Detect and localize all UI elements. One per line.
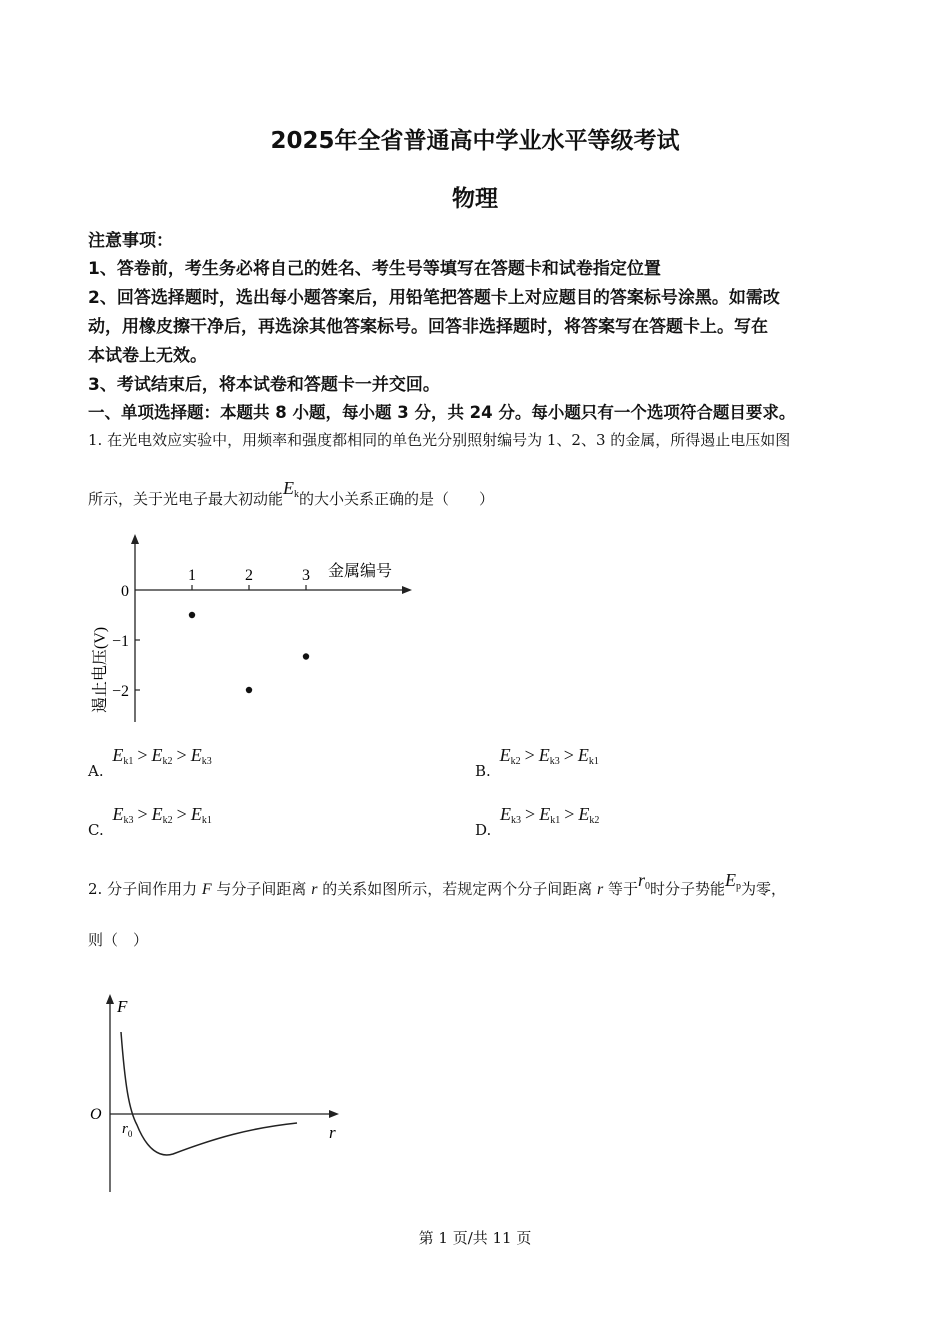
q1-line-1: 1. 在光电效应实验中，用频率和强度都相同的单色光分别照射编号为 1、2、3 的金属，所得遏止电压如图 — [88, 431, 791, 449]
energy-term: $E_{k2}$ — [151, 804, 173, 826]
f-axis-label: F — [117, 997, 128, 1016]
q2-r0-symbol: $r_0$ — [637, 870, 650, 892]
option-d-expression — [500, 804, 599, 824]
energy-term: $E_{k2}$ — [578, 804, 600, 826]
notice-item-2-line-2: 动，用橡皮擦干净后，再选涂其他答案标号。回答非选择题时，将答案写在答题卡上。写在 — [88, 317, 768, 337]
y-tick-label: 0 — [121, 583, 129, 600]
energy-term: $E_{k1}$ — [539, 804, 561, 826]
notice-heading: 注意事项： — [88, 231, 173, 251]
greater-than-sign: > — [525, 804, 536, 824]
section-1-heading: 一、单项选择题：本题共 8 小题，每小题 3 分，共 24 分。每小题只有一个选项符合题目要求。 — [88, 403, 796, 422]
q1-option-a[interactable] — [88, 745, 212, 780]
data-point — [189, 612, 195, 618]
q2-line-1: 2. 分子间作用力 F 与分子间距离 r 的关系如图所示，若规定两个分子间距离 r 等于$r_0$时分子势能$E_p$为零， — [88, 870, 787, 898]
r-axis-label: r — [329, 1123, 336, 1142]
energy-term: $E_{k3}$ — [190, 745, 212, 767]
option-a-expression — [112, 745, 211, 765]
energy-term: $E_{k1}$ — [112, 745, 134, 767]
y-axis-label: 遏止电压(V) — [92, 626, 109, 714]
greater-than-sign: > — [137, 804, 148, 824]
data-point — [246, 687, 252, 693]
greater-than-sign: > — [524, 745, 535, 765]
notice-item-1: 1、答卷前，考生务必将自己的姓名、考生号等填写在答题卡和试卷指定位置 — [88, 259, 661, 279]
f-axis-arrow — [106, 994, 114, 1004]
page-footer: 第 1 页/共 11 页 — [418, 1229, 532, 1247]
notice-item-3: 3、考试结束后，将本试卷和答题卡一并交回。 — [88, 375, 440, 395]
option-b-letter: B. — [475, 762, 491, 780]
energy-term: $E_{k2}$ — [151, 745, 173, 767]
option-b-expression — [500, 745, 599, 765]
x-axis-label: 金属编号 — [328, 563, 393, 580]
force-curve — [121, 1032, 297, 1155]
q1-option-d[interactable] — [475, 804, 600, 839]
data-point — [303, 653, 309, 659]
x-tick-label: 1 — [188, 567, 196, 584]
y-tick-label: −2 — [111, 683, 129, 700]
greater-than-sign: > — [564, 804, 575, 824]
q1-line-2-post: 的大小关系正确的是（ ） — [299, 490, 495, 508]
energy-term: $E_{k3}$ — [500, 804, 522, 826]
x-tick-label: 2 — [245, 567, 253, 584]
q1-stopping-voltage-chart — [80, 530, 420, 730]
y-axis-arrow — [131, 534, 139, 544]
exam-title: 2025年全省普通高中学业水平等级考试 — [270, 128, 680, 154]
q1-line-2-pre: 所示，关于光电子最大初动能 — [88, 490, 284, 508]
q1-line-2 — [88, 478, 495, 510]
energy-term: $E_{k3}$ — [112, 804, 134, 826]
energy-term: $E_{k1}$ — [577, 745, 599, 767]
q2-ep-symbol: $E_p$ — [725, 870, 742, 892]
greater-than-sign: > — [563, 745, 574, 765]
notice-item-2-line-1: 2、回答选择题时，选出每小题答案后，用铅笔把答题卡上对应题目的答案标号涂黑。如需改 — [88, 288, 780, 308]
q2-line-2: 则（ ） — [88, 931, 149, 949]
subject-title: 物理 — [452, 186, 498, 212]
x-axis-arrow — [402, 586, 412, 594]
y-tick-label: −1 — [111, 633, 129, 650]
energy-term: $E_{k2}$ — [499, 745, 521, 767]
r0-label: $r_0$ — [122, 1121, 133, 1139]
option-c-letter: C. — [88, 821, 104, 839]
greater-than-sign: > — [176, 745, 187, 765]
option-c-expression — [113, 804, 212, 824]
greater-than-sign: > — [176, 804, 187, 824]
q1-option-b[interactable] — [475, 745, 599, 780]
q1-option-c[interactable] — [88, 804, 212, 839]
option-a-letter: A. — [88, 762, 104, 780]
q2-force-distance-graph — [85, 990, 355, 1200]
q1-ek-symbol: $E_k$ — [283, 478, 300, 500]
option-d-letter: D. — [475, 821, 492, 839]
notice-item-2-line-3: 本试卷上无效。 — [88, 346, 207, 366]
r-axis-arrow — [329, 1110, 339, 1118]
origin-label: O — [90, 1106, 102, 1123]
x-tick-label: 3 — [302, 567, 310, 584]
energy-term: $E_{k3}$ — [538, 745, 560, 767]
energy-term: $E_{k1}$ — [190, 804, 212, 826]
greater-than-sign: > — [137, 745, 148, 765]
